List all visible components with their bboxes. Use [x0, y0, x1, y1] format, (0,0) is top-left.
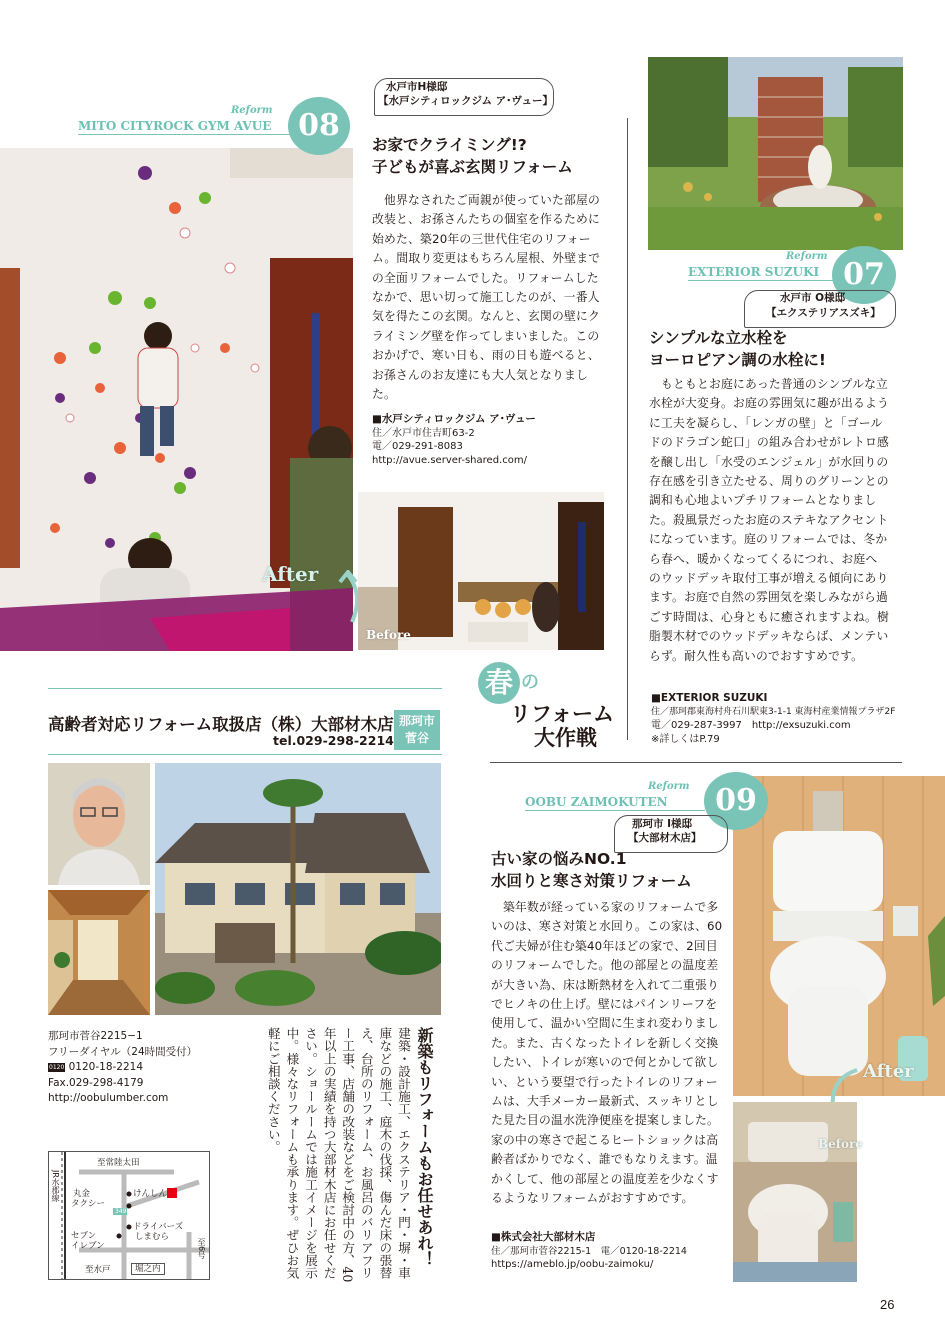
reform-label: Reform [648, 781, 690, 792]
map-marukin: 丸金 [73, 1189, 91, 1199]
ad-body: 建築・設計施工、エクステリア・門・塀・車庫などの施工、庭木の伐採、傷んだ床の張替え、台所のリフォーム、お風呂のバリアフリー工事、店舗の改装などをご検討中の方、40年以上の実績を持つ大部材木店にお任せください。ショールームでは施工イメージを展示中。様々なリフォームも承ります。ぜひお気軽にご相談ください。 [265, 1027, 411, 1283]
source-info [651, 692, 916, 746]
haru-badge: 春 [478, 662, 520, 704]
article-title [372, 134, 632, 178]
area-badge [394, 710, 440, 750]
title-line-2: ヨーロピアン調の水栓に! [649, 351, 826, 369]
interior-hallway-photo [48, 890, 150, 1015]
source-url[interactable]: https://ameblo.jp/oobu-zaimoku/ [491, 1259, 654, 1270]
toilet-after-photo [733, 776, 945, 1096]
section-rule [490, 762, 902, 763]
title-line-2: 水回りと寒さ対策リフォーム [491, 872, 692, 890]
map-roads [49, 1152, 209, 1279]
area-line-2: 菅谷 [404, 731, 429, 745]
ad-title: 高齢者対応リフォーム取扱店（株）大部材木店 [48, 715, 394, 734]
client-name: 那珂市 I様邸 [632, 818, 693, 830]
owner-portrait-photo [48, 763, 150, 885]
source-info [491, 1231, 731, 1272]
map-seven: セブン [71, 1231, 97, 1241]
hallway-illustration [48, 890, 150, 1015]
map-to-mito: 至水戸 [85, 1265, 111, 1275]
entrance-before-illustration [358, 492, 604, 650]
source-name: ■EXTERIOR SUZUKI [651, 692, 768, 704]
garden-illustration [648, 57, 903, 250]
source-note: ※詳しくはP.79 [651, 733, 720, 745]
garden-faucet-photo [648, 57, 903, 250]
title-line-1: シンプルな立水栓を [649, 329, 788, 347]
source-tel-url[interactable]: 電／029-287-3997 http://exsuzuki.com [651, 720, 851, 731]
name-underline [525, 810, 705, 811]
ad-fax: Fax.029-298-4179 [48, 1076, 144, 1089]
source-address: 住／那珂郡東海村舟石川駅東3-1-1 東海村産業情報プラザ2F [651, 706, 896, 717]
english-name: OOBU ZAIMOKUTEN [525, 795, 668, 809]
ad-url[interactable]: http://oobulumber.com [48, 1092, 169, 1104]
toilet-before-photo [733, 1102, 857, 1282]
article-title [649, 327, 909, 371]
map-route-349: 349 [115, 1208, 127, 1215]
english-name: EXTERIOR SUZUKI [688, 265, 820, 279]
before-photo-entrance [358, 492, 604, 650]
source-url[interactable]: http://avue.server-shared.com/ [372, 454, 527, 466]
before-label: Before [818, 1137, 863, 1151]
article-body: もともとお庭にあった普通のシンプルな立水栓が大変身。お庭の雰囲気に趣が出るように工夫を凝らし、「レンガの壁」と「ゴールドのドラゴン蛇口」の組み合わせがレトロ感を醸し出し「水受のエンジェル」が水回りの存在感を引き立たせる、周りのグリーンとの調和も心地よいプチリフォームとなりました。殺風景だったお庭のステキなアクセントになっています。庭のリフォームでは、冬から春へ、暖かくなってくるにつれ、お庭へのウッドデッキ取付工事が増える傾向にあります。お庭で自然の雰囲気を楽しみながら過ごす時間は、心身ともに癒されますよね。樹脂製木材でのウッドデッキならば、メンテいらず。耐久性も高いのでおすすめです。 [649, 377, 889, 663]
house-exterior-photo [155, 763, 441, 1015]
reform-label: Reform [231, 105, 273, 116]
ad-tel: tel.029-298-2214 [273, 733, 394, 748]
column-divider [627, 118, 628, 740]
source-address: 住／水戸市住吉町63-2 [372, 427, 475, 439]
toilet-after-illustration [733, 776, 945, 1096]
map-drivers: ドライバーズ [133, 1222, 184, 1232]
name-underline [688, 280, 833, 281]
before-label: Before [366, 628, 411, 642]
free-dial-icon: 0120 [49, 1063, 65, 1071]
area-line-1: 那珂市 [398, 714, 435, 728]
article-body: 築年数が経っている家のリフォームで多いのは、寒さ対策と水回り。この家は、60代ご夫婦が住む築40年ほどの家で、2回目のリフォームでした。他の部屋との温度差が大きい為、床は断熱材を入れて二重張りでヒノキの仕上げ。壁にはパインリーフを使用して、温かい空間に生まれ変わりました。また、古くなったトイレを新しく交換したい、トイレが寒いので何とかして欲しい、という要望で行ったトイレのリフォームは、大手メーカー最新式、スッキリとした見た目の温水洗浄便座を提案しました。家の中の寒さで起こるヒートショックは高齢者ばかりでなく、誰でもなりえます。温かくして、他の部屋との温度差を少なくするようなリフォームがおすすめです。 [491, 900, 723, 1206]
company-tag: 【エクステリアスズキ】 [766, 307, 881, 319]
reform-label: Reform [786, 251, 828, 262]
company-tag: 【大部材木店】 [628, 832, 702, 844]
english-name: MITO CITYROCK GYM AVUE [78, 119, 272, 133]
feature-line-2: 大作戦 [534, 726, 597, 750]
feature-line-1: リフォーム [510, 702, 614, 726]
map-horinouchi: 堀之内 [131, 1263, 165, 1275]
map-to-route6: 至6号 [197, 1238, 206, 1260]
title-line-1: 古い家の悩みNO.1 [491, 850, 627, 868]
no-label: の [521, 672, 539, 693]
portrait-illustration [48, 763, 150, 885]
map-to-hitachiota: 至常陸太田 [97, 1158, 140, 1168]
house-illustration [155, 763, 441, 1015]
name-underline [78, 134, 298, 135]
article-title [491, 848, 731, 892]
ad-address: 那珂市菅谷2215−1 [48, 1030, 143, 1042]
map-jr-line: JR水郡線 [51, 1170, 60, 1202]
ad-catchcopy: 新築もリフォームもお任せあれ！ [415, 1027, 434, 1267]
after-label: After [262, 562, 319, 586]
source-info [372, 413, 612, 467]
toilet-before-illustration [733, 1102, 857, 1282]
free-dial-row [48, 1060, 228, 1076]
company-tag: 【水戸シティロックジム ア･ヴュー】 [378, 95, 554, 107]
source-address-tel: 住／那珂市菅谷2215-1 電／0120-18-2214 [491, 1245, 687, 1257]
source-name: ■株式会社大部材木店 [491, 1231, 596, 1243]
ad-top-rule [48, 688, 442, 689]
article-number-badge: 07 [832, 246, 896, 304]
article-number-badge: 08 [288, 97, 350, 155]
client-name: 水戸市H様邸 [386, 81, 448, 93]
free-dial-label: フリーダイヤル（24時間受付） [48, 1045, 198, 1058]
client-name: 水戸市 O様邸 [780, 292, 846, 304]
source-tel: 電／029-291-8083 [372, 441, 463, 452]
page-number: 26 [880, 1297, 895, 1312]
ad-title-rule [48, 754, 442, 755]
map-eleven: イレブン [71, 1241, 105, 1251]
title-line-1: お家でクライミング!? [372, 136, 527, 154]
source-name: ■水戸シティロックジム ア･ヴュー [372, 413, 536, 425]
after-label: After [863, 1061, 914, 1082]
ad-contact [48, 1029, 228, 1107]
map-taxi: タクシー [71, 1199, 106, 1209]
access-map [48, 1151, 210, 1280]
map-kenshin: けんしん [133, 1189, 168, 1199]
free-dial-number: 0120-18-2214 [68, 1061, 144, 1073]
title-line-2: 子どもが喜ぶ玄関リフォーム [372, 158, 573, 176]
article-number-badge: 09 [704, 772, 768, 830]
map-shimamura: しまむら [135, 1232, 170, 1242]
article-body: 他界なされたご両親が使っていた部屋の改装と、お孫さんたちの個室を作るために始めた、築20年の三世代住宅のリフォーム。間取り変更はもちろん屋根、外壁までの全面リフォームでした。リフォームしたなかで、思い切って施工したのが、一番人気を得たこの玄関。なんと、玄関の壁にクライミング壁を作ってしまいました。このおかげで、寒い日も、雨の日も遊べると、お孫さんのお友達にも大人気となりました。 [372, 193, 601, 402]
